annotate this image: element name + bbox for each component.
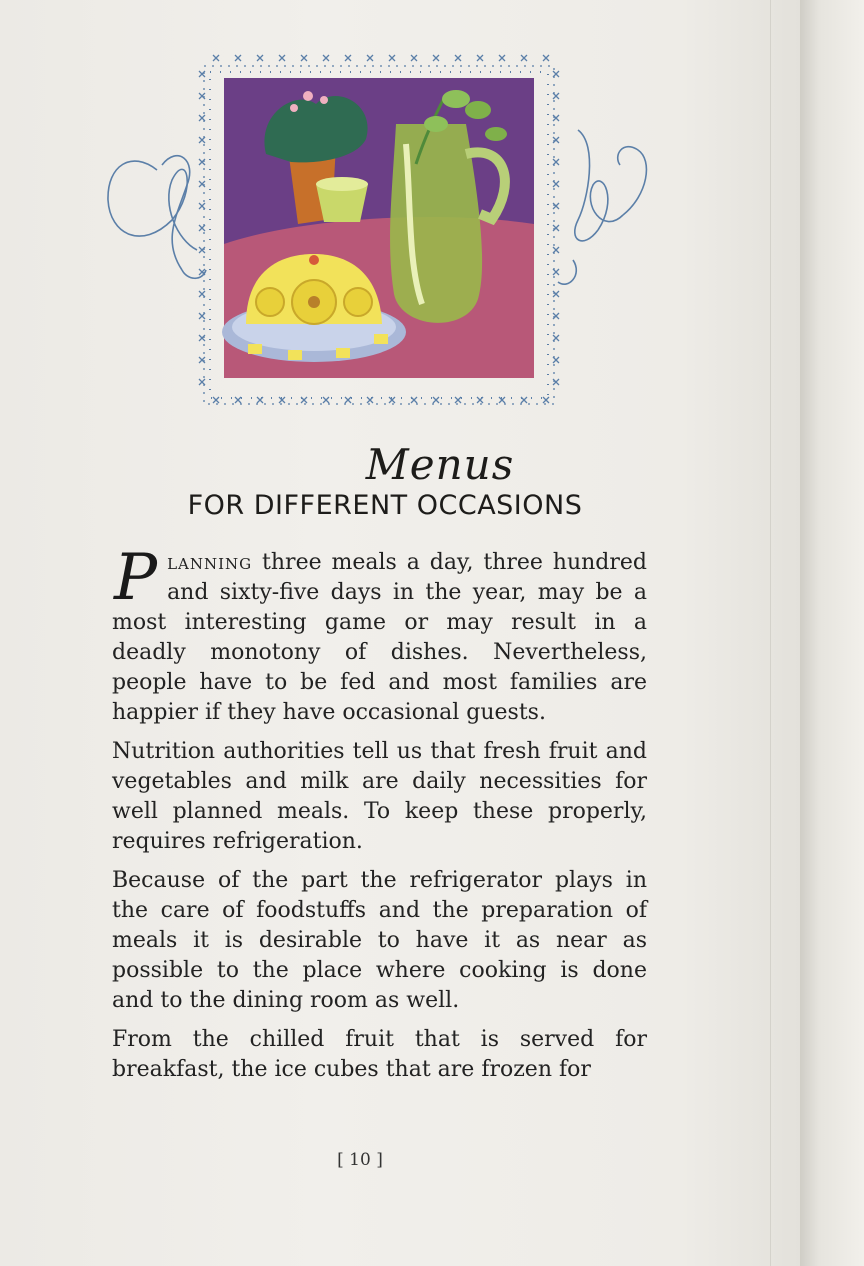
cross-stitch-mark (323, 55, 329, 61)
paragraph-1-lead: lanning (167, 550, 253, 575)
cross-stitch-mark (301, 397, 307, 403)
cross-stitch-mark (553, 335, 559, 341)
cross-stitch-mark (199, 159, 205, 165)
cross-stitch-mark (279, 55, 285, 61)
cross-stitch-mark (199, 115, 205, 121)
cross-stitch-mark (521, 55, 527, 61)
cross-stitch-mark (553, 71, 559, 77)
cross-stitch-mark (199, 181, 205, 187)
illustration-svg (196, 44, 566, 412)
cross-stitch-mark (553, 269, 559, 275)
cross-stitch-mark (199, 313, 205, 319)
page-subtitle: FOR DIFFERENT OCCASIONS (187, 490, 583, 521)
cross-stitch-mark (477, 397, 483, 403)
cross-stitch-mark (455, 55, 461, 61)
paragraph-2: Nutrition authorities tell us that fresh fruit and vegetables and milk are daily necessities for well planned meals. To keep these properly, requires refrigeration. (112, 739, 647, 854)
paragraph-1-text: three meals a day, three hundred and sixty-five days in the year, may be a most interesting game or may result in a deadly monotony of dishes. Nevertheless, people have to be fed and most families are happier if they have occasional guests. (112, 550, 647, 725)
cross-stitch-mark (257, 397, 263, 403)
table-still-life-illustration (196, 44, 566, 412)
body-text (112, 541, 647, 1094)
cross-stitch-mark (345, 55, 351, 61)
paragraph-3: Because of the part the refrigerator plays in the care of foodstuffs and the preparation of meals it is desirable to have it as near as possible to the place where cooking is done and to the dining room as well. (112, 868, 647, 1013)
paragraph-1 (112, 541, 647, 728)
cross-stitch-mark (411, 397, 417, 403)
page-title: Menus (365, 440, 515, 489)
cross-stitch-mark (433, 55, 439, 61)
cross-stitch-mark (367, 55, 373, 61)
cross-stitch-mark (477, 55, 483, 61)
cross-stitch-mark (235, 397, 241, 403)
cross-stitch-mark (199, 291, 205, 297)
cross-stitch-mark (553, 357, 559, 363)
cross-stitch-mark (433, 397, 439, 403)
drop-cap: P (114, 541, 158, 615)
cross-stitch-mark (455, 397, 461, 403)
cross-stitch-mark (199, 379, 205, 385)
cross-stitch-mark (389, 55, 395, 61)
cross-stitch-mark (199, 225, 205, 231)
cross-stitch-mark (199, 137, 205, 143)
cross-stitch-mark (257, 55, 263, 61)
cross-stitch-mark (301, 55, 307, 61)
cross-stitch-mark (543, 55, 549, 61)
cross-stitch-mark (235, 55, 241, 61)
cross-stitch-mark (553, 159, 559, 165)
page-edge (800, 0, 864, 1266)
paragraph-4: From the chilled fruit that is served for breakfast, the ice cubes that are frozen for (112, 1027, 647, 1082)
cross-stitch-mark (323, 397, 329, 403)
page-fold-line (770, 0, 771, 1266)
page-number: [ 10 ] (337, 1150, 383, 1170)
cross-stitch-mark (213, 55, 219, 61)
cross-stitch-mark (553, 247, 559, 253)
cross-stitch-mark (553, 181, 559, 187)
cross-stitch-mark (345, 397, 351, 403)
cross-stitch-mark (521, 397, 527, 403)
cross-stitch-mark (213, 397, 219, 403)
cross-stitch-mark (367, 397, 373, 403)
cross-stitch-mark (499, 55, 505, 61)
cross-stitch-mark (411, 55, 417, 61)
cross-stitch-mark (553, 93, 559, 99)
cross-stitch-mark (199, 203, 205, 209)
cross-stitch-mark (543, 397, 549, 403)
